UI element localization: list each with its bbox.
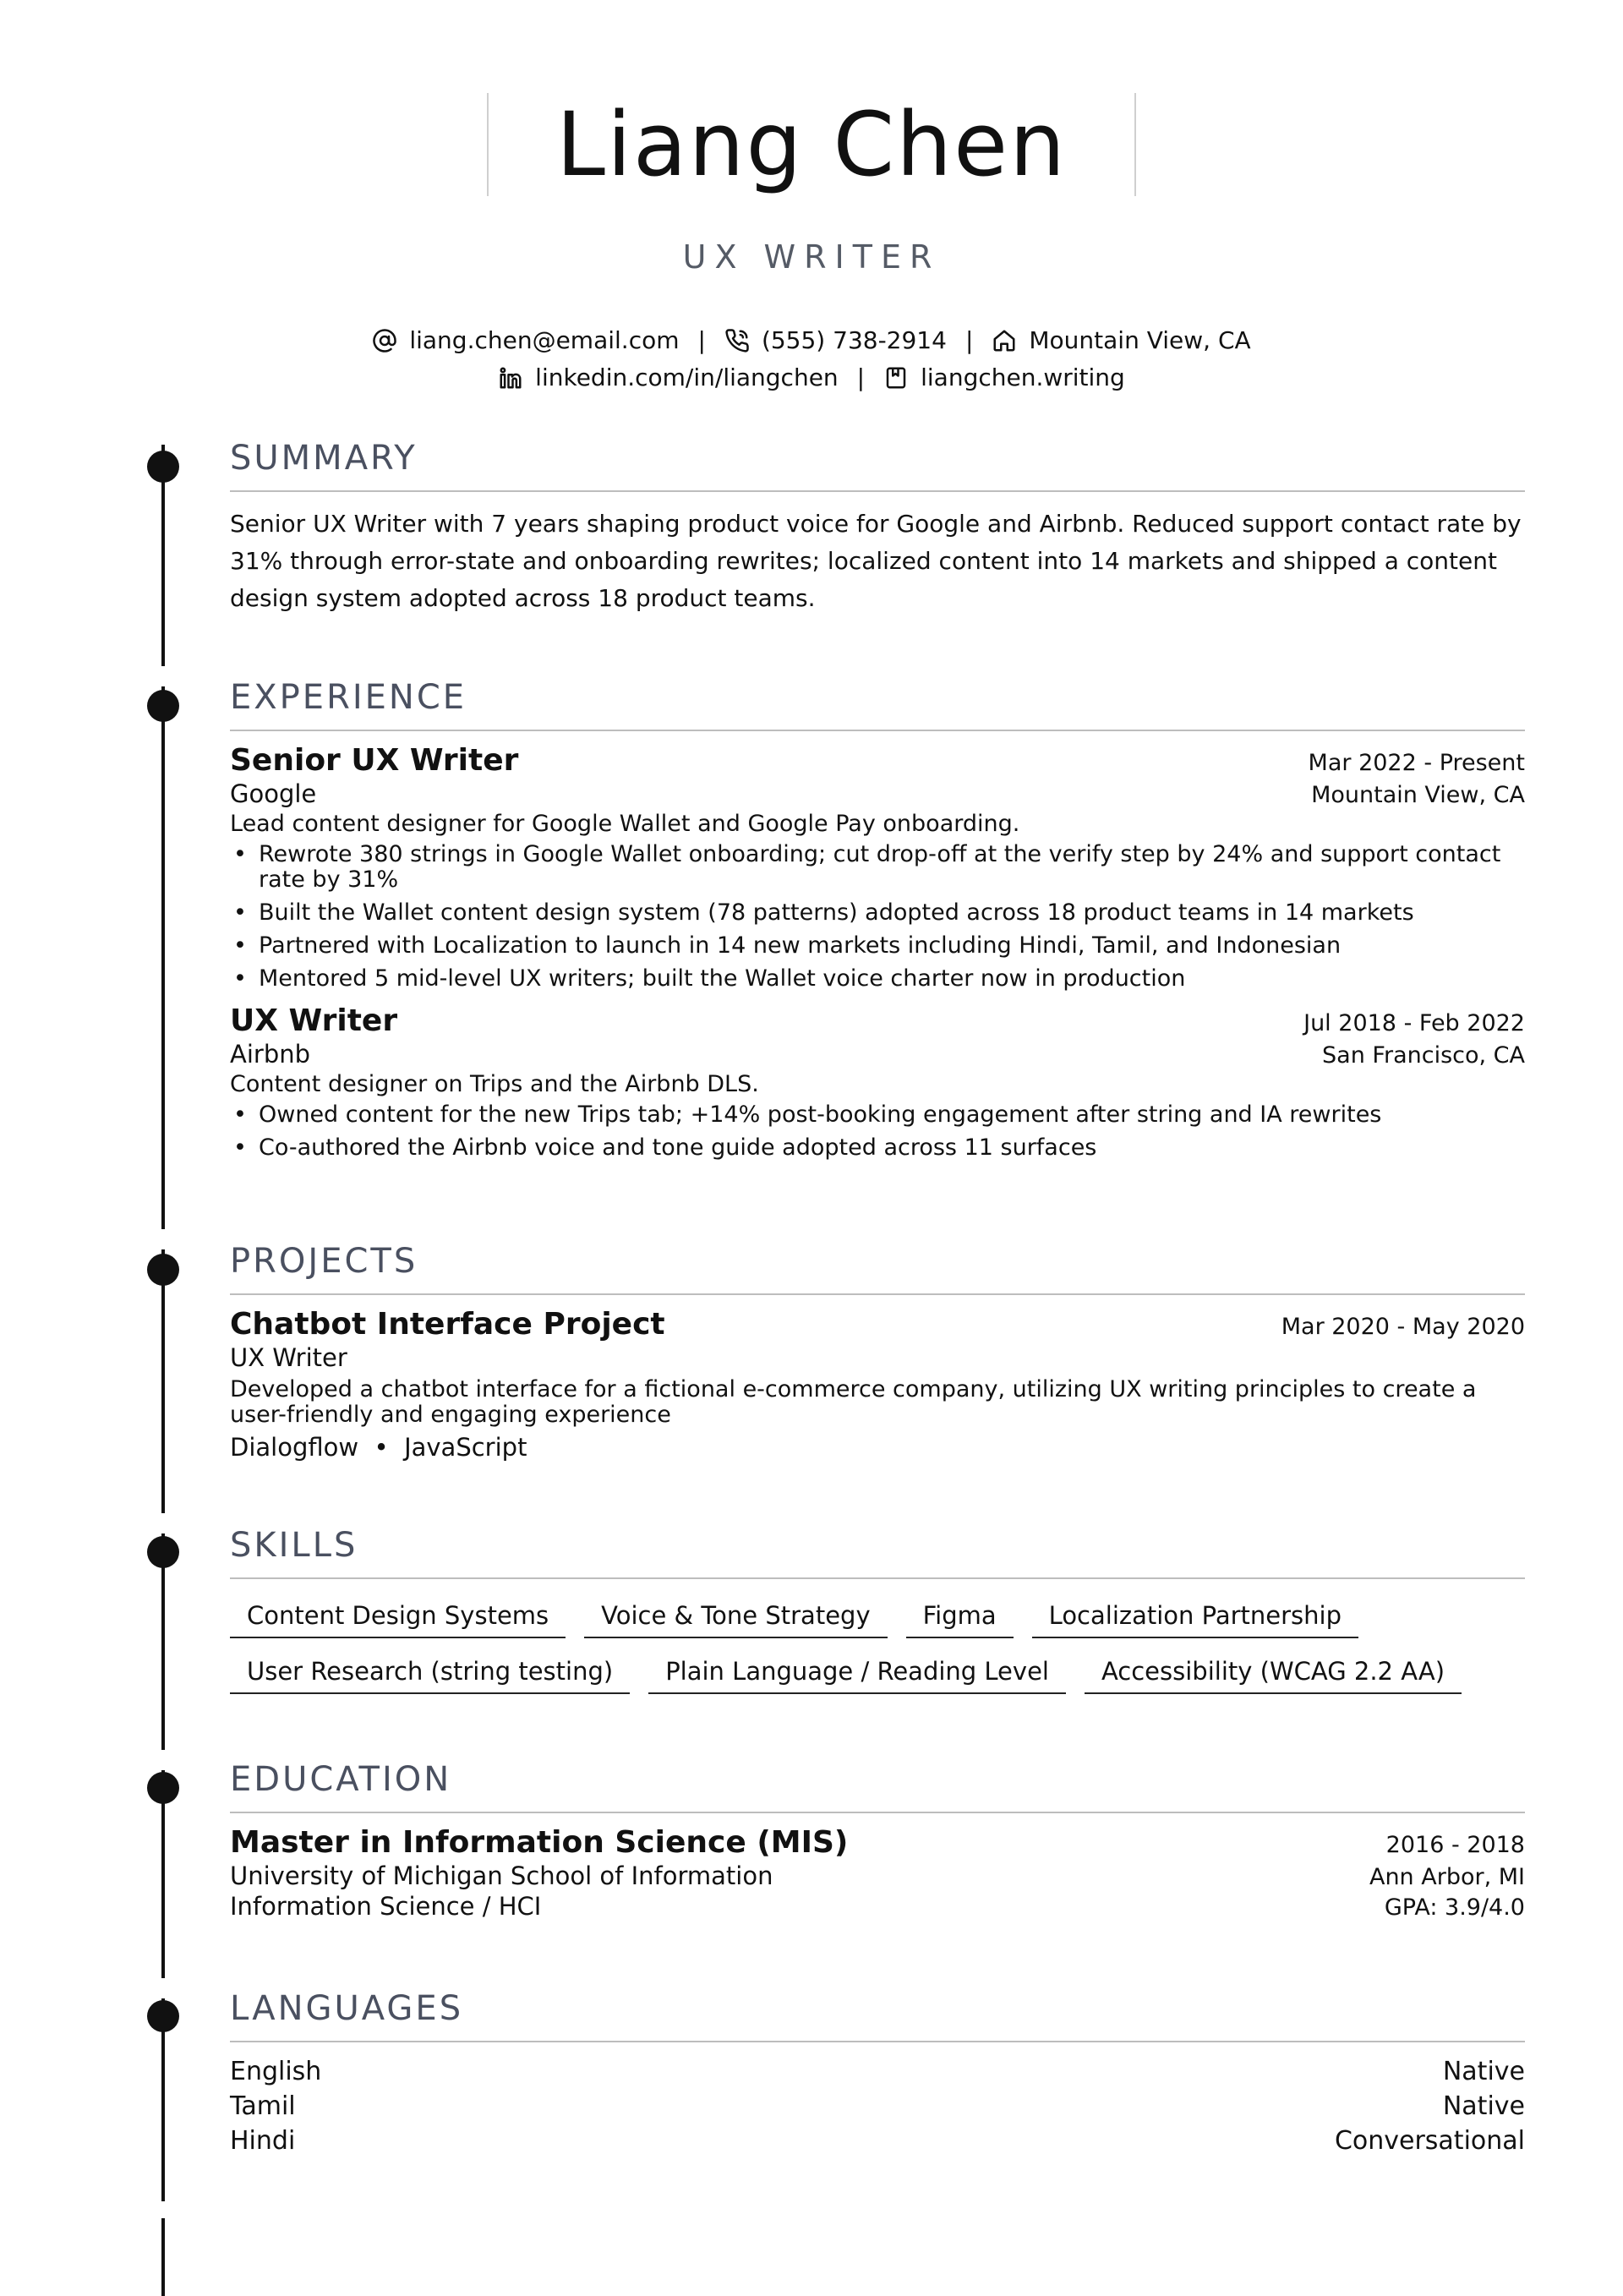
field-of-study: Information Science / HCI [230, 1892, 542, 1921]
job-entry [230, 1003, 1525, 1161]
skill-tag: Figma [906, 1601, 1014, 1638]
candidate-role: UX WRITER [682, 238, 941, 276]
job-location: Mountain View, CA [1311, 782, 1525, 808]
contact-line-primary [0, 326, 1623, 354]
job-bullet: • Owned content for the new Trips tab; +14% post-booking engagement after string and IA rewrites [230, 1102, 1525, 1128]
job-dates: Jul 2018 - Feb 2022 [1303, 1010, 1525, 1036]
languages-section [230, 1989, 1525, 2158]
timeline-line [161, 1249, 165, 1513]
job-description: Content designer on Trips and the Airbnb DLS. [230, 1071, 759, 1097]
language-level: Native [1442, 2091, 1525, 2121]
language-row [230, 2089, 1525, 2124]
project-name: Chatbot Interface Project [230, 1307, 665, 1342]
skill-tag: Accessibility (WCAG 2.2 AA) [1085, 1657, 1462, 1694]
job-bullet: • Mentored 5 mid-level UX writers; built the Wallet voice charter now in production [230, 966, 1525, 992]
job-bullet: • Rewrote 380 strings in Google Wallet onboarding; cut drop-off at the verify step by 24% and support contact rate by 31% [230, 842, 1525, 893]
phone-icon [724, 328, 750, 353]
project-entry [230, 1307, 1525, 1462]
portfolio-link[interactable]: liangchen.writing [921, 364, 1125, 391]
language-level: Conversational [1334, 2126, 1525, 2156]
skill-tag: User Research (string testing) [230, 1657, 630, 1694]
school-name: University of Michigan School of Information [230, 1861, 773, 1890]
skills-section [230, 1528, 1525, 1694]
section-title-projects: PROJECTS [230, 1244, 1525, 1295]
job-company: Airbnb [230, 1040, 311, 1069]
timeline-dot [147, 1254, 179, 1286]
gpa: GPA: 3.9/4.0 [1384, 1894, 1525, 1921]
project-tech: Dialogflow • JavaScript [230, 1433, 527, 1462]
linkedin-link[interactable]: linkedin.com/in/liangchen [535, 364, 839, 391]
job-bullets [230, 842, 1525, 992]
languages-list [230, 2054, 1525, 2158]
job-title: Senior UX Writer [230, 743, 519, 778]
education-entry [230, 1825, 1525, 1921]
experience-section [230, 678, 1525, 1168]
skill-tag: Localization Partnership [1032, 1601, 1358, 1638]
skills-list [230, 1601, 1525, 1694]
projects-section [230, 1244, 1525, 1462]
contact-separator: | [697, 326, 706, 354]
name-frame [487, 93, 1136, 196]
job-bullet: • Co-authored the Airbnb voice and tone guide adopted across 11 surfaces [230, 1135, 1525, 1161]
job-bullet: • Partnered with Localization to launch in 14 new markets including Hindi, Tamil, and Indonesian [230, 933, 1525, 959]
language-row [230, 2124, 1525, 2158]
education-section [230, 1760, 1525, 1921]
language-name: Tamil [230, 2091, 296, 2121]
project-role: UX Writer [230, 1343, 347, 1372]
section-title-experience: EXPERIENCE [230, 681, 1525, 731]
timeline-dot [147, 2000, 179, 2032]
timeline-dot [147, 1772, 179, 1804]
language-name: English [230, 2057, 322, 2086]
language-row [230, 2054, 1525, 2089]
bookmark-icon [883, 365, 909, 391]
section-title-languages: LANGUAGES [230, 1992, 1525, 2042]
location-text: Mountain View, CA [1029, 326, 1251, 354]
job-bullet: • Built the Wallet content design system (78 patterns) adopted across 18 product teams in 14 markets [230, 900, 1525, 926]
section-title-summary: SUMMARY [230, 441, 1525, 492]
timeline-dot [147, 690, 179, 722]
home-icon [992, 328, 1017, 353]
contact-separator: | [965, 326, 974, 354]
language-name: Hindi [230, 2126, 296, 2156]
job-entry [230, 743, 1525, 992]
skill-tag: Plain Language / Reading Level [648, 1657, 1066, 1694]
skill-tag: Voice & Tone Strategy [584, 1601, 887, 1638]
timeline-line [161, 2218, 165, 2296]
at-sign-icon [372, 328, 397, 353]
phone-number[interactable]: (555) 738-2914 [761, 326, 947, 354]
job-dates: Mar 2022 - Present [1308, 750, 1525, 776]
degree-title: Master in Information Science (MIS) [230, 1825, 849, 1860]
school-location: Ann Arbor, MI [1369, 1864, 1525, 1890]
summary-section [230, 441, 1525, 617]
contact-separator: | [856, 364, 866, 391]
education-dates: 2016 - 2018 [1385, 1832, 1525, 1858]
email-link[interactable]: liang.chen@email.com [409, 326, 680, 354]
job-description: Lead content designer for Google Wallet and Google Pay onboarding. [230, 811, 1020, 837]
job-company: Google [230, 779, 317, 808]
project-description: Developed a chatbot interface for a fictional e-commerce company, utilizing UX writing principles to create a user-friendly and engaging experience [230, 1376, 1477, 1428]
job-bullets [230, 1102, 1525, 1161]
skill-tag: Content Design Systems [230, 1601, 566, 1638]
project-dates: Mar 2020 - May 2020 [1281, 1314, 1525, 1340]
linkedin-icon [498, 365, 523, 391]
timeline-dot [147, 451, 179, 483]
job-location: San Francisco, CA [1322, 1042, 1525, 1069]
section-title-education: EDUCATION [230, 1763, 1525, 1813]
candidate-name: Liang Chen [556, 93, 1067, 196]
timeline-dot [147, 1536, 179, 1568]
job-title: UX Writer [230, 1003, 398, 1038]
timeline-line [161, 686, 165, 1229]
language-level: Native [1442, 2057, 1525, 2086]
contact-line-secondary [0, 364, 1623, 391]
section-title-skills: SKILLS [230, 1528, 1525, 1579]
summary-text: Senior UX Writer with 7 years shaping product voice for Google and Airbnb. Reduced support contact rate by 31% through error-state and onboarding rewrites; localized content into 14 markets and shipped a content design system adopted across 18 product teams. [230, 510, 1522, 612]
